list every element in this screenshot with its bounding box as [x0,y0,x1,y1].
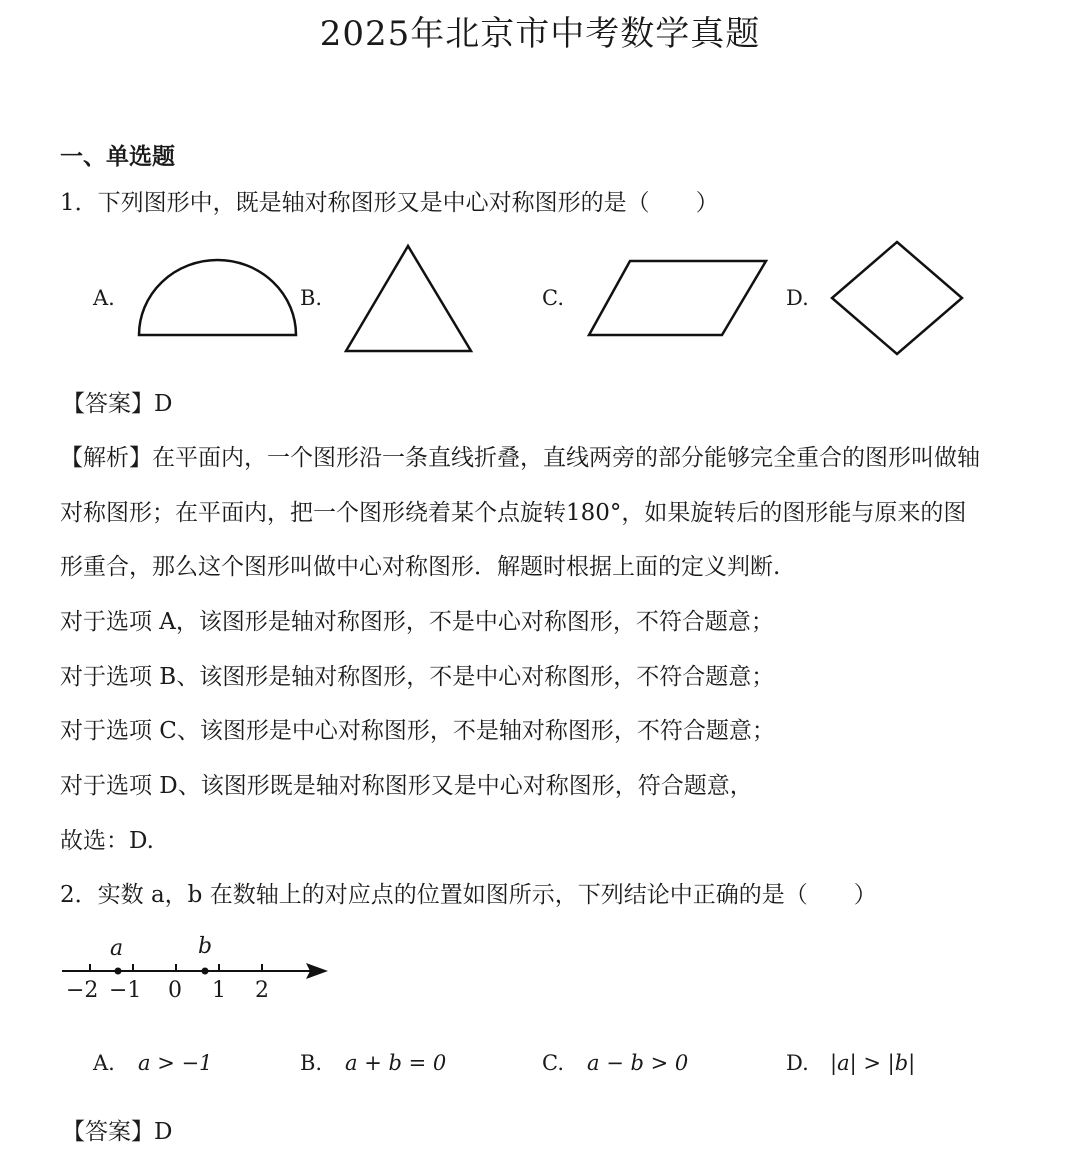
q1-analysis-line-3: 形重合，那么这个图形叫做中心对称图形．解题时根据上面的定义判断. [60,554,781,580]
q2-option-a-label: A. [93,1051,115,1075]
q1-option-a-label: A. [93,286,115,310]
q1-option-d-label: D. [786,286,809,310]
point-a-label: a [110,936,124,961]
tick-label-2: 2 [255,978,269,1003]
page-title: 2025年北京市中考数学真题 [319,14,761,54]
q2-option-b-label: B. [300,1051,323,1075]
q2-option-c-label: C. [542,1051,564,1075]
q2-option-b-math: a + b = 0 [345,1051,447,1075]
q2-option-d-math: |a| > |b| [830,1051,916,1075]
point-b-label: b [198,934,213,959]
triangle-figure [346,246,471,351]
tick-label-neg1: −1 [109,978,142,1003]
q1-option-b-label: B. [300,286,323,310]
semicircle-figure [139,260,296,335]
q1-analysis-line-7: 对于选项 D、该图形既是轴对称图形又是中心对称图形，符合题意， [60,773,753,799]
q1-analysis-line-4: 对于选项 A，该图形是轴对称图形，不是中心对称图形，不符合题意； [60,609,774,635]
q2-stem: 2．实数 a，b 在数轴上的对应点的位置如图所示，下列结论中正确的是（ ） [60,882,877,908]
q2-option-d-label: D. [786,1051,809,1075]
tick-label-neg2: −2 [66,978,99,1003]
point-b-dot [202,968,209,975]
rhombus-figure [832,242,962,354]
q1-analysis-line-5: 对于选项 B、该图形是轴对称图形，不是中心对称图形，不符合题意； [60,664,775,690]
parallelogram-figure [589,261,766,335]
q1-analysis-line-1: 【解析】在平面内，一个图形沿一条直线折叠，直线两旁的部分能够完全重合的图形叫做轴 [60,445,980,471]
q1-analysis-line-2: 对称图形；在平面内，把一个图形绕着某个点旋转180°，如果旋转后的图形能与原来的图 [60,500,967,526]
q2-option-c-math: a − b > 0 [587,1051,689,1075]
tick-label-0: 0 [168,978,182,1003]
q1-analysis-line-8: 故选：D. [60,828,154,854]
q1-answer: 【答案】D [62,391,173,417]
q1-stem: 1．下列图形中，既是轴对称图形又是中心对称图形的是（ ） [60,190,719,216]
section-heading: 一、单选题 [60,143,175,170]
q1-analysis-line-6: 对于选项 C、该图形是中心对称图形，不是轴对称图形，不符合题意； [60,718,775,744]
q2-option-a-math: a > −1 [138,1051,213,1075]
tick-label-1: 1 [212,978,226,1003]
q1-option-c-label: C. [542,286,564,310]
point-a-dot [115,968,122,975]
q2-answer: 【答案】D [62,1119,173,1145]
